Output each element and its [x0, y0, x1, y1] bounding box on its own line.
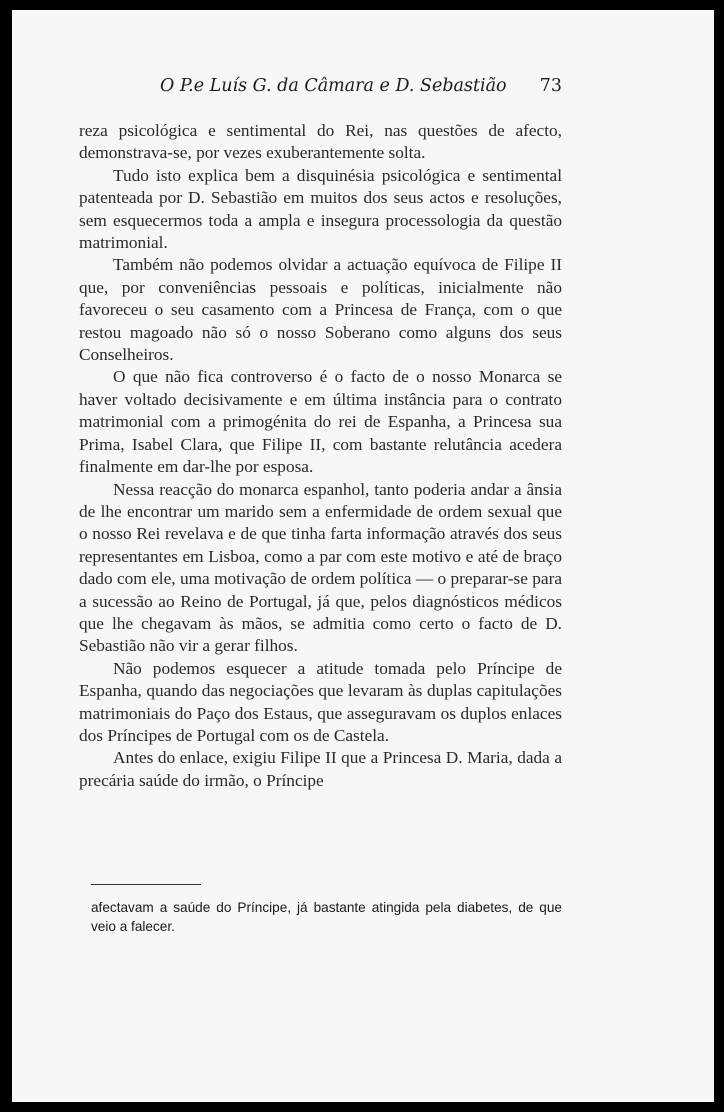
footnote: afectavam a saúde do Príncipe, já bastante atingida pela diabetes, de que veio a falecer. [91, 900, 562, 934]
paragraph: Tudo isto explica bem a disquinésia psicológica e sentimental patenteada por D. Sebastião em muitos dos seus actos e resoluções, sem esquecermos toda a ampla e insegura processologia da questão matrimonial. [79, 165, 562, 253]
running-header [160, 76, 562, 102]
body-text [79, 120, 562, 792]
page-number: 73 [539, 76, 562, 96]
paragraph: reza psicológica e sentimental do Rei, nas questões de afecto, demonstrava-se, por vezes exuberantemente solta. [79, 121, 562, 163]
footnote-divider [91, 884, 201, 885]
paragraph: Antes do enlace, exigiu Filipe II que a Princesa D. Maria, dada a precária saúde do irmão, o Príncipe [79, 748, 562, 790]
running-title: O P.e Luís G. da Câmara e D. Sebastião [160, 76, 507, 96]
paragraph: O que não fica controverso é o facto de o nosso Monarca se haver voltado decisivamente e em última instância para o contrato matrimonial com a primogénita do rei de Espanha, a Princesa sua Prima, Isabel Clara, que Filipe II, com bastante relutância acedera finalmente em dar-lhe por esposa. [79, 367, 562, 477]
paragraph: Não podemos esquecer a atitude tomada pelo Príncipe de Espanha, quando das negociações que levaram às duplas capitulações matrimoniais do Paço dos Estaus, que asseguravam os duplos enlaces dos Príncipes de Portugal com os de Castela. [79, 658, 562, 745]
paragraph: Também não podemos olvidar a actuação equívoca de Filipe II que, por conveniências pessoais e políticas, inicialmente não favoreceu o seu casamento com a Princesa de França, com o que restou magoado não só o nosso Soberano como alguns dos seus Conselheiros. [79, 255, 562, 365]
paragraph: Nessa reacção do monarca espanhol, tanto poderia andar a ânsia de lhe encontrar um marido sem a enfermidade de ordem sexual que o nosso Rei revelava e de que tinha farta informação através dos seus representantes em Lisboa, como a par com este motivo e até de braço dado com ele, uma motivação de ordem política — o preparar-se para a sucessão ao Reino de Portugal, já que, pelos diagnósticos médicos que lhe chegavam às mãos, se admitia como certo o facto de D. Sebastião não vir a gerar filhos. [79, 479, 562, 656]
